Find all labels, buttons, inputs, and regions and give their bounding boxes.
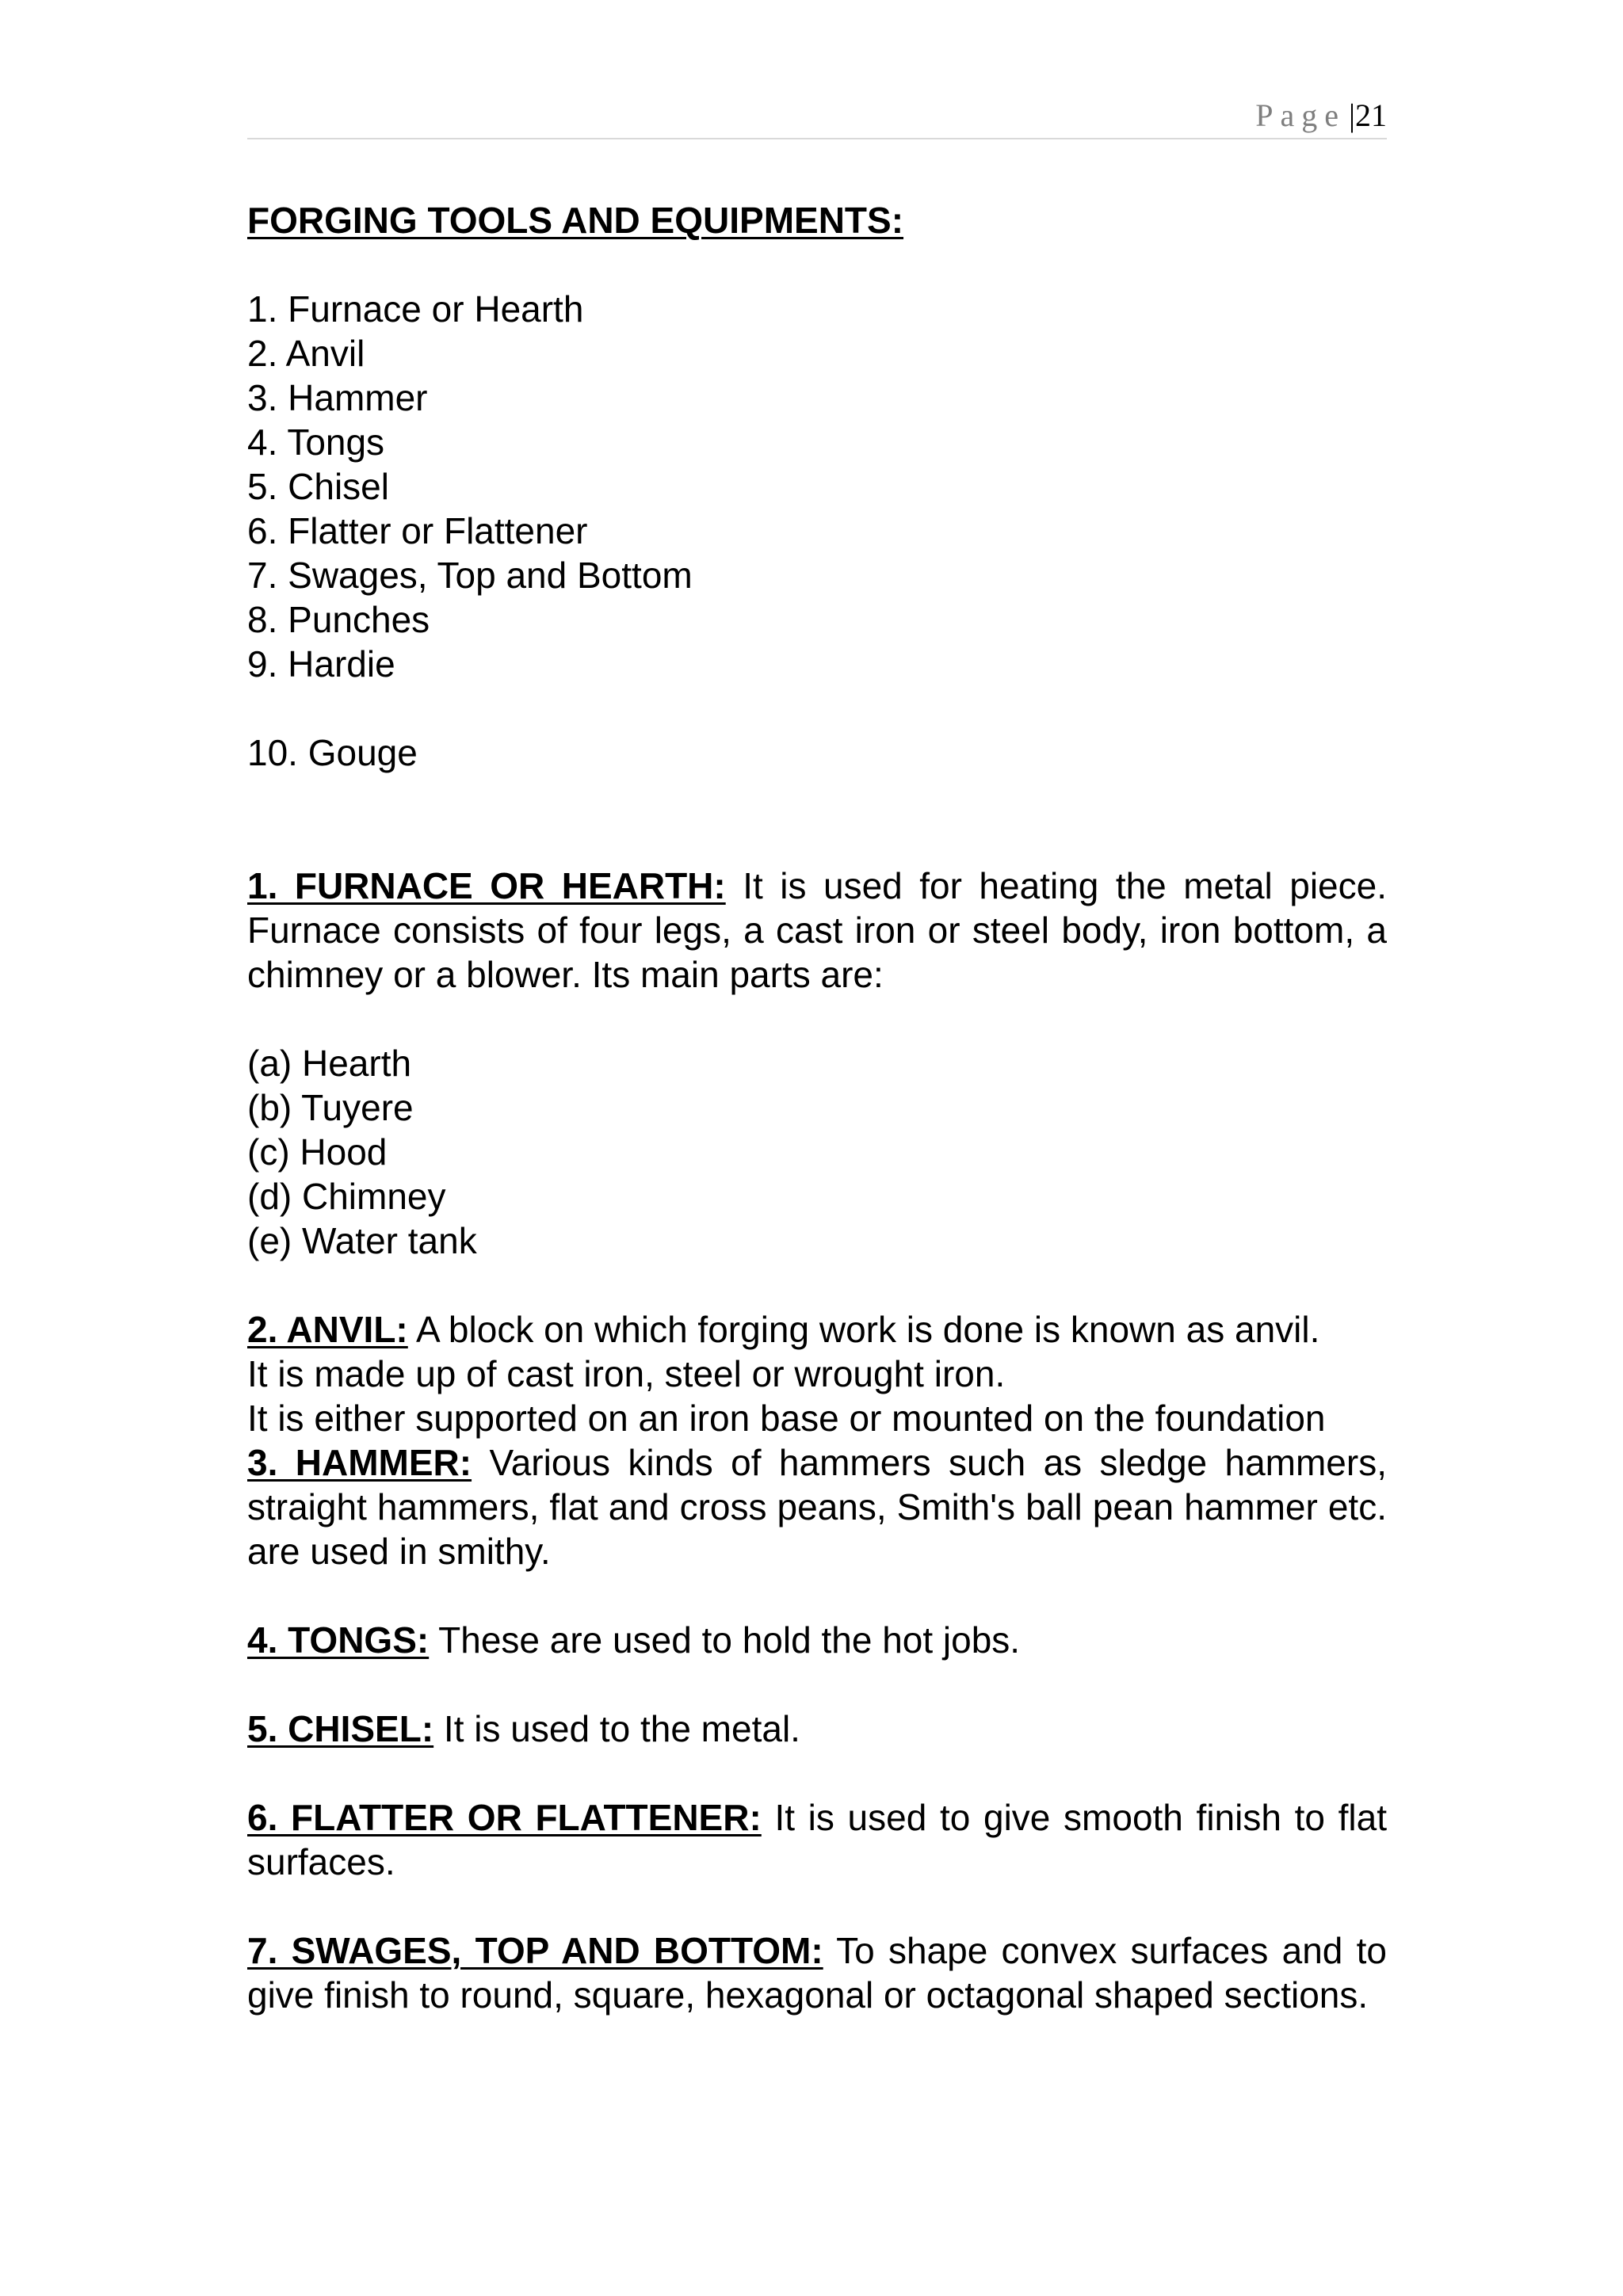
section-furnace bbox=[247, 864, 1387, 997]
section-text-line: It is either supported on an iron base or mounted on the foundation bbox=[247, 1398, 1326, 1439]
list-item: 9. Hardie bbox=[247, 643, 395, 685]
section-swages bbox=[247, 1928, 1387, 2017]
section-label: 3. HAMMER: bbox=[247, 1442, 472, 1483]
page-title: FORGING TOOLS AND EQUIPMENTS: bbox=[247, 200, 904, 241]
section-chisel bbox=[247, 1707, 1387, 1751]
section-tongs bbox=[247, 1618, 1387, 1662]
list-item: 3. Hammer bbox=[247, 377, 428, 418]
section-anvil bbox=[247, 1307, 1387, 1352]
page-header bbox=[247, 93, 1387, 139]
list-item: 4. Tongs bbox=[247, 421, 385, 463]
section-flatter bbox=[247, 1795, 1387, 1884]
list-item: 1. Furnace or Hearth bbox=[247, 288, 584, 330]
list-item: (b) Tuyere bbox=[247, 1087, 414, 1128]
section-text: It is used for heating the metal piece. Furnace consists of four legs, a cast iron or steel body, iron bottom, a chimney or a blower. Its main parts are: bbox=[247, 865, 1387, 995]
list-item: 8. Punches bbox=[247, 599, 430, 640]
list-item: (a) Hearth bbox=[247, 1043, 412, 1084]
section-text: It is used to the metal. bbox=[433, 1708, 800, 1749]
section-label: 7. SWAGES, TOP AND BOTTOM: bbox=[247, 1930, 823, 1971]
list-item: 6. Flatter or Flattener bbox=[247, 510, 588, 551]
page-content bbox=[247, 198, 1387, 2017]
page-number: 21 bbox=[1355, 97, 1387, 133]
section-text: To shape convex surfaces and to give finish to round, square, hexagonal or octagonal shaped sections. bbox=[247, 1930, 1387, 2016]
list-item: (d) Chimney bbox=[247, 1176, 446, 1217]
tools-list bbox=[247, 287, 1387, 775]
list-item: 7. Swages, Top and Bottom bbox=[247, 555, 693, 596]
list-item: 2. Anvil bbox=[247, 333, 365, 374]
section-text-line: It is made up of cast iron, steel or wrought iron. bbox=[247, 1353, 1006, 1394]
section-label: 1. FURNACE OR HEARTH: bbox=[247, 865, 726, 906]
section-text: Various kinds of hammers such as sledge hammers, straight hammers, flat and cross peans, Smith's ball pean hammer etc. are used in smithy. bbox=[247, 1442, 1387, 1572]
section-text: It is used to give smooth finish to flat surfaces. bbox=[247, 1797, 1387, 1882]
page-word: Page bbox=[1255, 97, 1346, 133]
page-separator: | bbox=[1348, 97, 1355, 133]
list-item: (e) Water tank bbox=[247, 1220, 477, 1261]
section-label: 5. CHISEL: bbox=[247, 1708, 434, 1749]
section-text: These are used to hold the hot jobs. bbox=[429, 1619, 1021, 1661]
section-text: A block on which forging work is done is known as anvil. bbox=[407, 1309, 1320, 1350]
list-item: 10. Gouge bbox=[247, 732, 418, 773]
furnace-parts-list bbox=[247, 1041, 1387, 1263]
page-number-label bbox=[1255, 97, 1387, 133]
section-label: 4. TONGS: bbox=[247, 1619, 430, 1661]
section-label: 2. ANVIL: bbox=[247, 1309, 408, 1350]
list-item: (c) Hood bbox=[247, 1131, 388, 1173]
list-item: 5. Chisel bbox=[247, 466, 389, 507]
section-label: 6. FLATTER OR FLATTENER: bbox=[247, 1797, 762, 1838]
section-hammer bbox=[247, 1440, 1387, 1573]
